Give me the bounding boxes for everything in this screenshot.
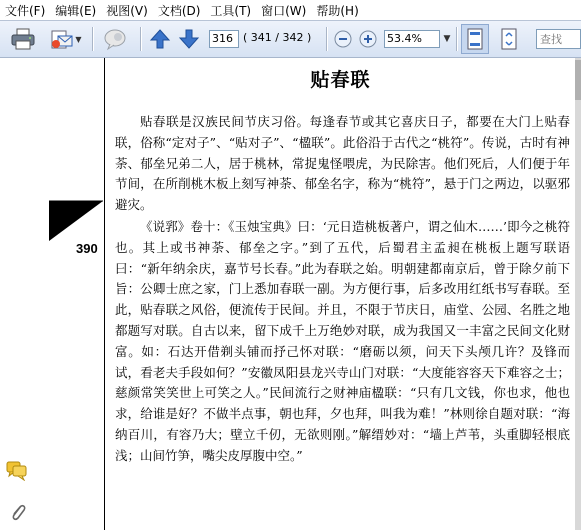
expand-icon (499, 27, 519, 51)
email-button[interactable] (46, 25, 84, 53)
menu-tools[interactable]: 工具(T) (210, 3, 252, 18)
zoom-in-button[interactable] (359, 30, 377, 48)
arrow-up-icon (149, 28, 171, 50)
menu-edit[interactable]: 编辑(E) (55, 3, 97, 18)
menu-document[interactable]: 文档(D) (157, 3, 201, 18)
fit-page-icon (465, 27, 485, 51)
menu-view[interactable]: 视图(V) (106, 3, 148, 18)
vertical-scrollbar[interactable] (575, 58, 581, 530)
search-input[interactable] (536, 29, 581, 49)
menu-bar (0, 0, 581, 21)
menu-window[interactable]: 窗口(W) (261, 3, 307, 18)
zoom-in-icon (359, 30, 377, 48)
zoom-out-icon (334, 30, 352, 48)
print-button[interactable] (8, 25, 38, 53)
page-count: ( 341 / 342 ) (243, 31, 312, 44)
zoom-out-button[interactable] (334, 30, 352, 48)
page-title: 贴春联 (310, 69, 371, 91)
email-icon (48, 27, 74, 51)
document-page (104, 58, 576, 530)
zoom-dropdown-arrow[interactable]: ▼ (443, 34, 451, 44)
page-number-input[interactable] (209, 30, 239, 48)
page-corner-marker (48, 200, 104, 242)
comment-button[interactable] (100, 25, 130, 53)
paragraph-1: 贴春联是汉族民间节庆习俗。每逢春节或其它喜庆日子，都要在大门上贴春联，俗称“定对子”、“贴对子”、“楹联”。此俗沿于古代之“桃符”。传说，古时有神荼、郁垒兄弟二人，居于桃林，常捉鬼怪喂虎，为民除害。他们死后，人们便于年节间，在所削桃木板上刻写神荼、郁垒名字，称为“桃符”，悬于门之两边，以驱邪避灾。 (115, 114, 570, 213)
scrollbar-thumb[interactable] (575, 60, 581, 100)
menu-help[interactable]: 帮助(H) (316, 3, 359, 18)
arrow-down-icon (178, 28, 200, 50)
page-marker-number: 390 (76, 241, 98, 256)
speech-bubble-icon (102, 27, 128, 51)
fit-window-button[interactable] (495, 24, 523, 54)
toolbar (0, 21, 581, 58)
zoom-select[interactable]: 53.4% (384, 30, 440, 48)
fit-width-button[interactable] (461, 24, 489, 54)
paperclip-icon (8, 501, 28, 525)
chevron-down-icon: ▼ (75, 34, 82, 44)
comments-button[interactable] (6, 461, 28, 481)
paragraph-2: 《说郛》卷十：《玉烛宝典》曰：‘元日造桃板著户，谓之仙木……’即今之桃符也。其上或书神荼、郁垒之字。”到了五代，后蜀君主孟昶在桃板上题写联语曰：“新年纳余庆，嘉节号长春。”此为春联之始。明朝建都南京后，曾于除夕前下旨：公卿士庶之家，门上悉加春联一副。为方便行事，后多改用红纸书写春联。至此，贴春联之风俗，便流传于民间。并且，不限于节庆日，庙堂、公园、名胜之地都题写对联。自古以来，留下成千上万绝妙对联，成为我国又一丰富之民间文化财富。如：石达开借剃头铺而抒己怀对联：“磨砺以须，问天下头颅几许？及锋而试，看老夫手段如何？”安徽凤阳县龙兴寺山门对联：“大度能容容天下难容之士；慈颜常笑笑世上可笑之人。”民间流行之财神庙楹联：“只有几文钱，你也求，他也求，给谁是好？不做半点事，朝也拜，夕也拜，叫我为难！”林则徐自题对联：“海纳百川，有容乃大；壁立千仞，无欲则刚。”解缙妙对：“墙上芦苇，头重脚轻根底浅；山间竹笋，嘴尖皮厚腹中空。” (115, 219, 570, 463)
next-page-button[interactable] (177, 27, 201, 51)
comment-icon (6, 461, 28, 481)
attachments-button[interactable] (8, 501, 28, 525)
printer-icon (10, 27, 36, 51)
left-pane (0, 58, 104, 530)
menu-file[interactable]: 文件(F) (5, 3, 46, 18)
previous-page-button[interactable] (148, 27, 172, 51)
